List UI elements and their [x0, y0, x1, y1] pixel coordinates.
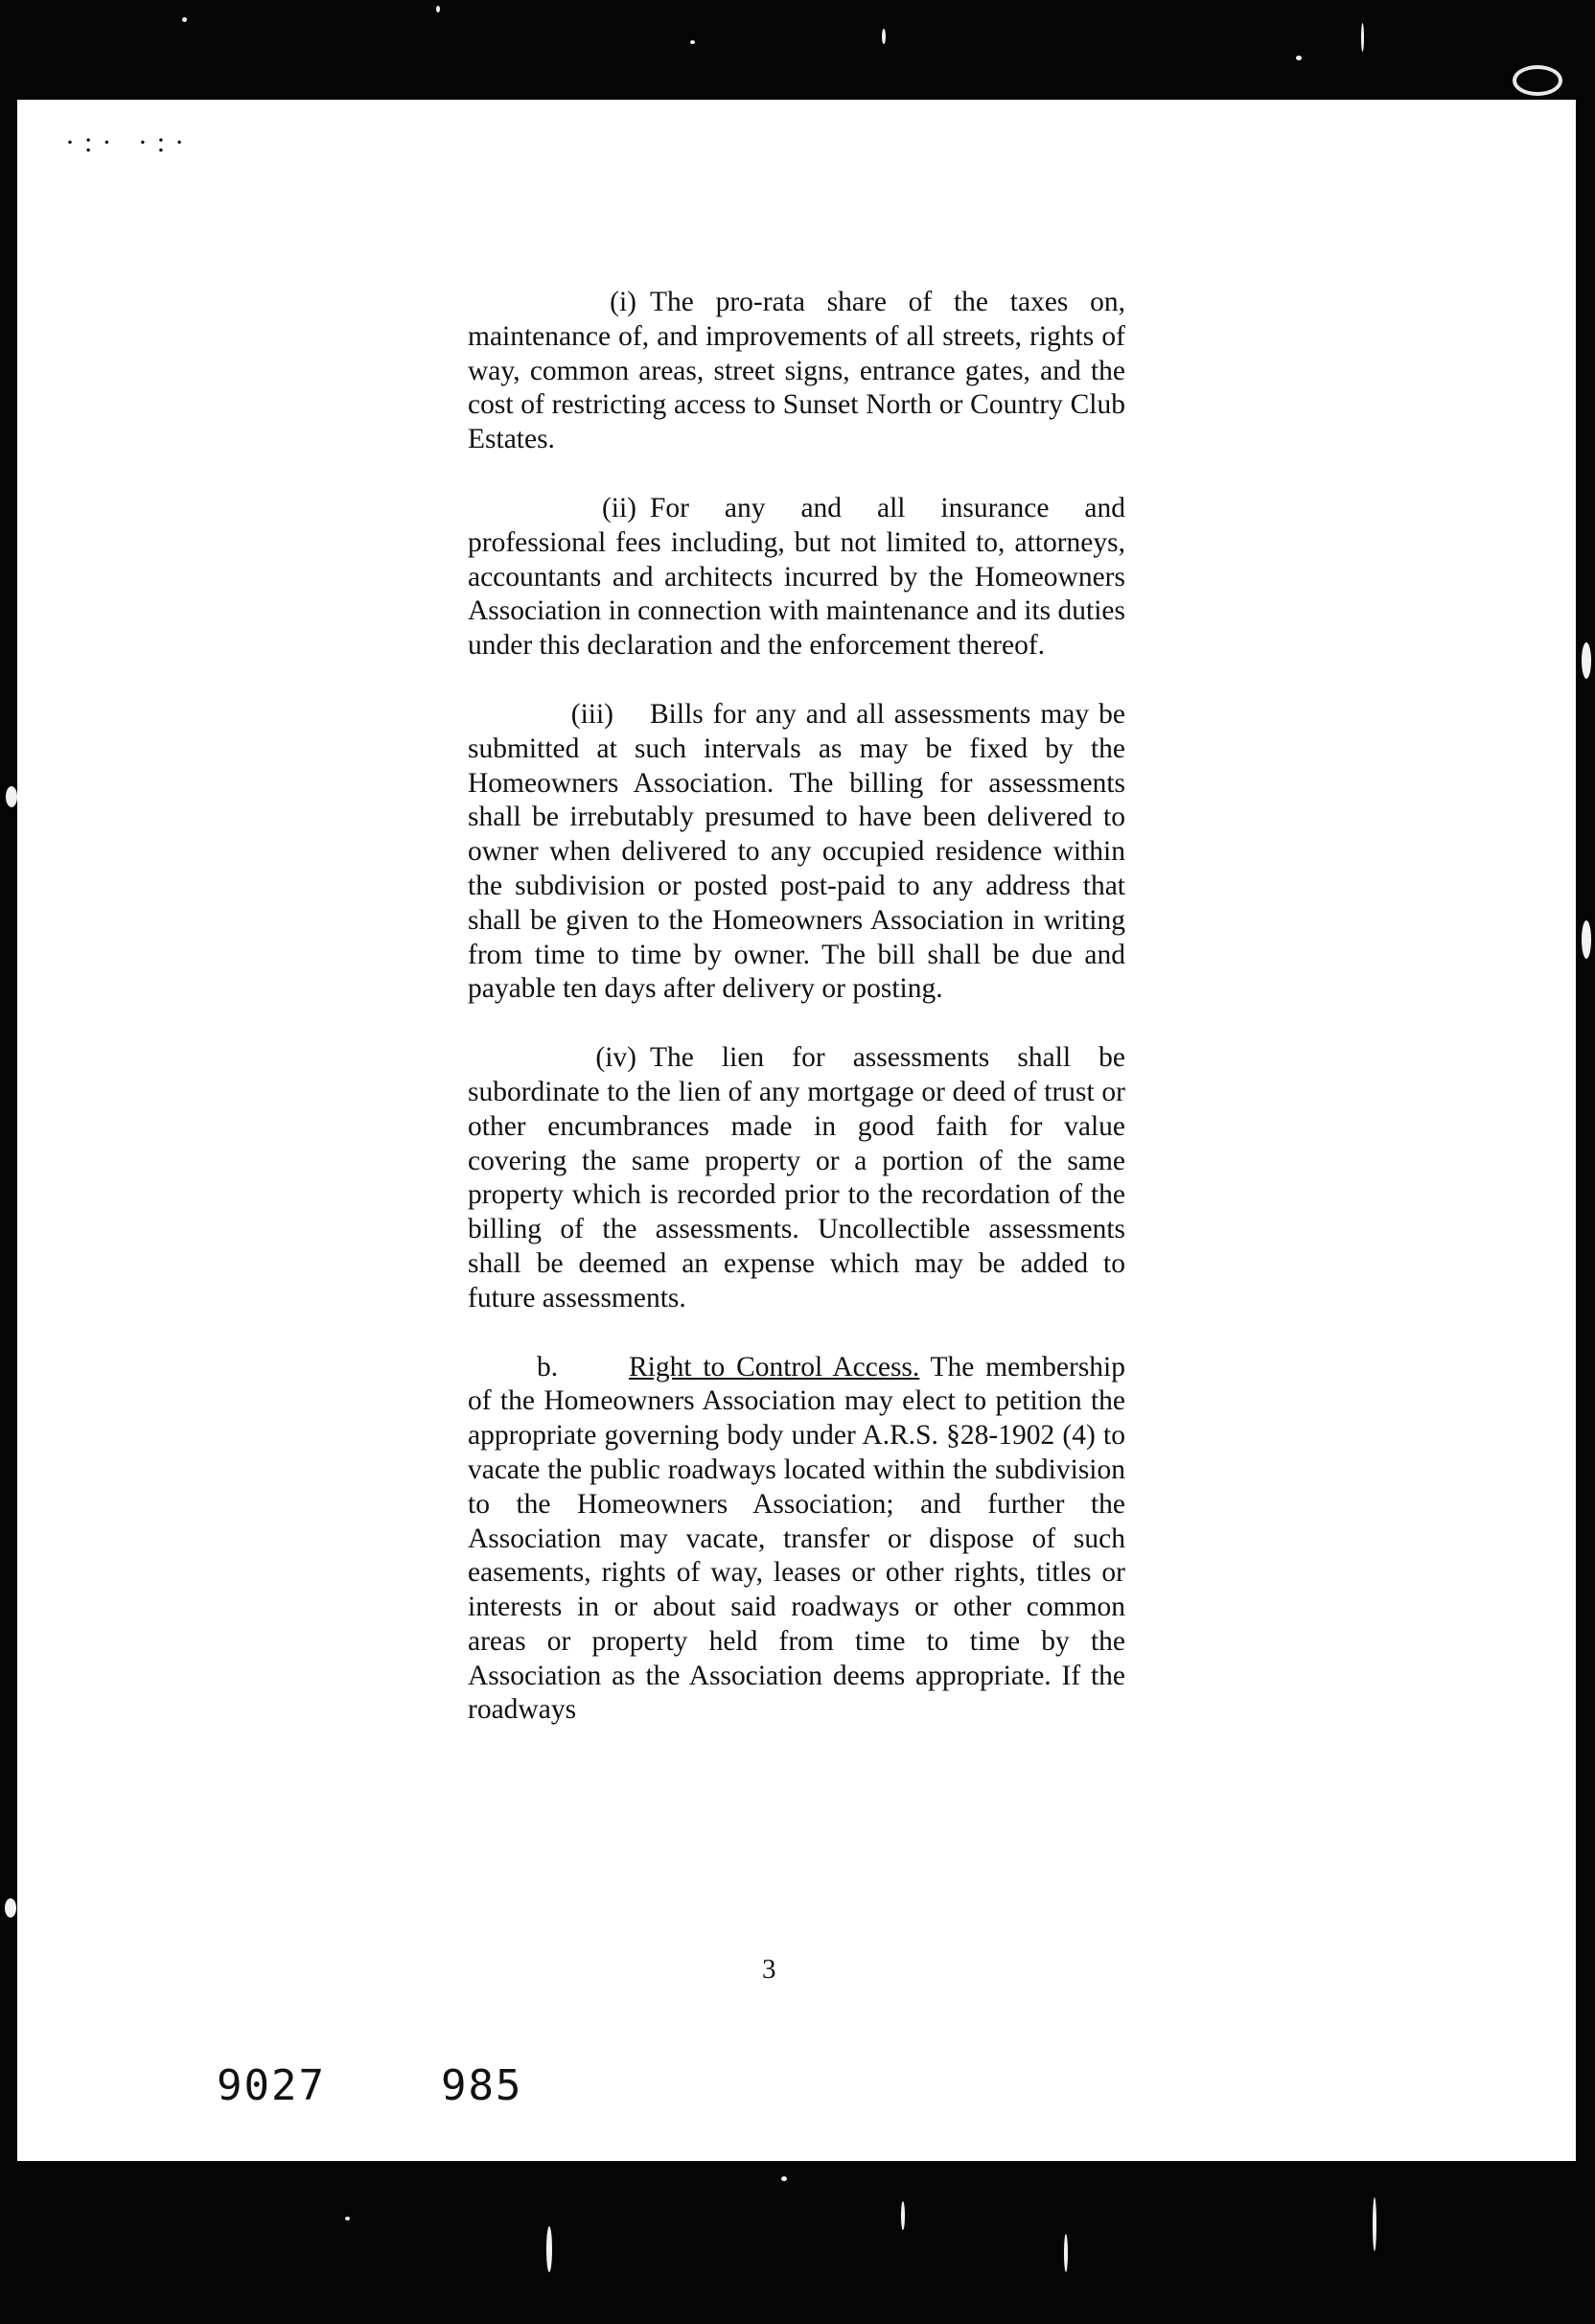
page-marks: ·:· ·:·	[65, 127, 195, 158]
scan-speck	[345, 2217, 350, 2220]
paragraph-iv-number: (iv)	[595, 1042, 636, 1074]
scan-speck	[6, 786, 17, 807]
section-b-heading: Right to Control Access.	[629, 1351, 920, 1383]
paragraph-ii-number: (ii)	[601, 492, 636, 523]
section-b-label: b.	[537, 1351, 559, 1383]
section-b	[468, 1351, 1125, 1729]
document-body	[468, 286, 1125, 1762]
scan-speck	[546, 2226, 552, 2272]
scan-speck	[1064, 2234, 1068, 2272]
scan-speck	[1296, 56, 1302, 60]
recording-reference-b: 985	[441, 2061, 523, 2110]
section-b-text: The membership of the Homeowners Association may elect to petition the appropriate governing body under A.R.S. §28-1902 (4) to vacate the public roadways located within the subdivision to the Homeowners Association; and further the Association may vacate, transfer or dispose of such easements, rights of way, leases or other rights, titles or interests in or about said roadways or other common areas or property held from time to time by the Association as the Association deems appropriate. If the roadways	[468, 1351, 1125, 1726]
scan-speck	[781, 2176, 787, 2181]
scan-speck	[182, 17, 187, 22]
paragraph-iv-text: The lien for assessments shall be subordinate to the lien of any mortgage or deed of trust or other encumbrances made in good faith for value covering the same property or a portion of the same property which is recorded prior to the recordation of the billing of the assessments. Uncollectible assessments shall be deemed an expense which may be added to future assessments.	[468, 1042, 1125, 1313]
paragraph-iii-text: Bills for any and all assessments may be submitted at such intervals as may be fixed by the Homeowners Association. The billing for assessments shall be irrebutably presumed to have been delivered to owner when delivered to any occupied residence within the subdivision or posted post-paid to any address that shall be given to the Homeowners Association in writing from time to time by owner. The bill shall be due and payable ten days after delivery or posting.	[468, 698, 1125, 1005]
scan-speck	[1373, 2197, 1376, 2251]
scan-speck	[901, 2201, 905, 2230]
recording-reference-a: 9027	[217, 2061, 326, 2110]
page-number: 3	[762, 1954, 776, 1985]
scan-speck	[1361, 23, 1364, 52]
scan-speck	[1582, 920, 1591, 959]
scan-corner-mark	[1513, 65, 1562, 96]
paragraph-i-text: The pro-rata share of the taxes on, maintenance of, and improvements of all streets, rights of way, common areas, street signs, entrance gates, and the cost of restricting access to Sunset North or Country Club Estates.	[468, 287, 1125, 455]
paragraph-i-number: (i)	[610, 287, 636, 317]
paragraph-iii-number: (iii)	[570, 698, 613, 730]
paragraph-ii-text: For any and all insurance and professional fees including, but not limited to, attorneys, accountants and architects incurred by the Homeowners Association in connection with maintenance and its duties under this declaration and the enforcement thereof.	[468, 492, 1125, 662]
paragraph-iii	[468, 698, 1125, 1007]
paragraph-iv	[468, 1041, 1125, 1315]
paragraph-ii	[468, 492, 1125, 663]
scan-speck	[436, 6, 440, 12]
document-page	[17, 100, 1576, 2161]
scan-speck	[1582, 642, 1591, 679]
paragraph-i	[468, 286, 1125, 457]
scan-speck	[5, 1898, 16, 1917]
scan-speck	[690, 40, 695, 44]
scan-speck	[882, 29, 886, 44]
